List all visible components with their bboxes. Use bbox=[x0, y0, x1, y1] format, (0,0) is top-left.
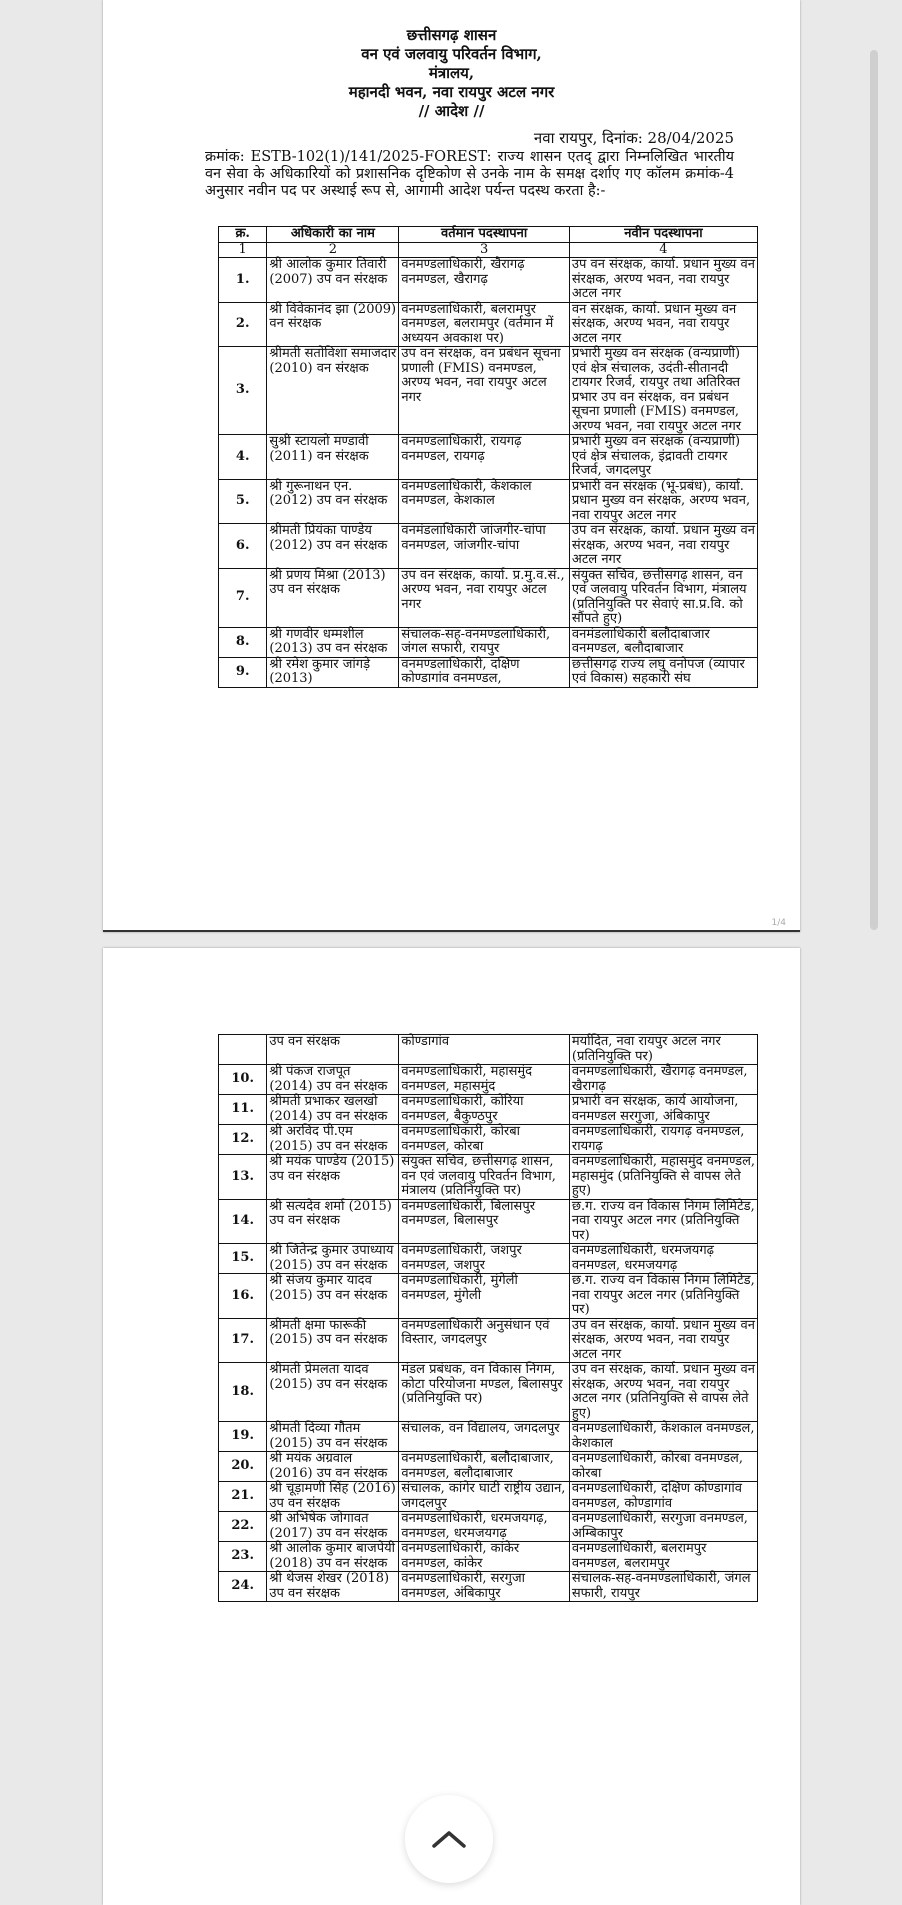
cell-new-posting: मर्यादित, नवा रायपुर अटल नगर (प्रतिनियुक्ति पर) bbox=[569, 1035, 757, 1065]
header-current-posting: वर्तमान पदस्थापना bbox=[399, 227, 570, 243]
order-date: नवा रायपुर, दिनांक: 28/04/2025 bbox=[533, 129, 734, 147]
header-new-posting: नवीन पदस्थापना bbox=[569, 227, 757, 243]
cell-officer-name: श्री गुरूनाथन एन. (2012) उप वन संरक्षक bbox=[267, 479, 399, 524]
cell-serial: 22. bbox=[219, 1512, 267, 1542]
chevron-up-icon bbox=[430, 1828, 468, 1850]
cell-current-posting: उप वन संरक्षक, वन प्रबंधन सूचना प्रणाली (FMIS) वनमण्डल, अरण्य भवन, नवा रायपुर अटल नगर bbox=[399, 347, 570, 435]
cell-officer-name: श्री मयंक अग्रवाल (2016) उप वन संरक्षक bbox=[267, 1452, 399, 1482]
table-row bbox=[219, 1482, 758, 1512]
cell-current-posting: वनमण्डलाधिकारी, जशपुर वनमण्डल, जशपुर bbox=[399, 1244, 570, 1274]
cell-officer-name: श्रीमती प्रेमलता यादव (2015) उप वन संरक्षक bbox=[267, 1363, 399, 1422]
table-row bbox=[219, 435, 758, 480]
cell-officer-name: श्री आलोक कुमार बाजपेयी (2018) उप वन संरक्षक bbox=[267, 1542, 399, 1572]
cell-current-posting: वनमण्डलाधिकारी, केशकाल वनमण्डल, केशकाल bbox=[399, 479, 570, 524]
cell-serial: 4. bbox=[219, 435, 267, 480]
table-row bbox=[219, 1572, 758, 1602]
column-number: 3 bbox=[399, 242, 570, 258]
cell-serial: 1. bbox=[219, 258, 267, 303]
cell-new-posting: उप वन संरक्षक, कार्या. प्रधान मुख्य वन संरक्षक, अरण्य भवन, नवा रायपुर अटल नगर (प्रतिनियुक्ति से वापस लेते हुए) bbox=[569, 1363, 757, 1422]
cell-new-posting: प्रभारी वन संरक्षक (भू-प्रबंध), कार्या. प्रधान मुख्य वन संरक्षक, अरण्य भवन, नवा रायपुर अटल नगर bbox=[569, 479, 757, 524]
table-row bbox=[219, 1125, 758, 1155]
cell-officer-name: श्री विवेकानंद झा (2009) वन संरक्षक bbox=[267, 302, 399, 347]
cell-officer-name: श्री गणवीर धम्मशील (2013) उप वन संरक्षक bbox=[267, 627, 399, 657]
table-row bbox=[219, 1274, 758, 1319]
cell-new-posting: प्रभारी मुख्य वन संरक्षक (वन्यप्राणी) एवं क्षेत्र संचालक, उदंती-सीतानदी टायगर रिजर्व, रायपुर तथा अतिरिक्त प्रभार उप वन संरक्षक, वन प्रबंधन सूचना प्रणाली (FMIS) वनमण्डल, अरण्य भवन, नवा रायपुर अटल नगर bbox=[569, 347, 757, 435]
cell-new-posting: वनमण्डलाधिकारी, केशकाल वनमण्डल, केशकाल bbox=[569, 1422, 757, 1452]
cell-current-posting: संचालक-सह-वनमण्डलाधिकारी, जंगल सफारी, रायपुर bbox=[399, 627, 570, 657]
document-page-2 bbox=[103, 948, 800, 1905]
table-row bbox=[219, 627, 758, 657]
cell-current-posting: वनमण्डलाधिकारी, धरमजयगढ़, वनमण्डल, धरमजयगढ़ bbox=[399, 1512, 570, 1542]
header-ministry: मंत्रालय, bbox=[428, 64, 475, 82]
header-government: छत्तीसगढ़ शासन bbox=[406, 26, 497, 44]
cell-serial: 6. bbox=[219, 524, 267, 569]
cell-officer-name: श्रीमती क्षमा फारूकी (2015) उप वन संरक्षक bbox=[267, 1318, 399, 1363]
cell-new-posting: वनमण्डलाधिकारी, कोरबा वनमण्डल, कोरबा bbox=[569, 1452, 757, 1482]
table-row bbox=[219, 1363, 758, 1422]
cell-serial: 9. bbox=[219, 657, 267, 687]
table-row bbox=[219, 479, 758, 524]
cell-current-posting: वनमण्डलाधिकारी, सरगुजा वनमण्डल, अंबिकापुर bbox=[399, 1572, 570, 1602]
cell-officer-name: श्री अभिषेक जोगावत (2017) उप वन संरक्षक bbox=[267, 1512, 399, 1542]
cell-serial: 13. bbox=[219, 1155, 267, 1200]
header-serial: क्र. bbox=[219, 227, 267, 243]
cell-new-posting: उप वन संरक्षक, कार्या. प्रधान मुख्य वन संरक्षक, अरण्य भवन, नवा रायपुर अटल नगर bbox=[569, 258, 757, 303]
cell-current-posting: उप वन संरक्षक, कार्या. प्र.मु.व.सं., अरण्य भवन, नवा रायपुर अटल नगर bbox=[399, 568, 570, 627]
cell-officer-name: श्री अरविंद पी.एम (2015) उप वन संरक्षक bbox=[267, 1125, 399, 1155]
table-row bbox=[219, 347, 758, 435]
cell-new-posting: छ.ग. राज्य वन विकास निगम लिमिटेड, नवा रायपुर अटल नगर (प्रतिनियुक्ति पर) bbox=[569, 1274, 757, 1319]
cell-officer-name: उप वन संरक्षक bbox=[267, 1035, 399, 1065]
cell-new-posting: प्रभारी मुख्य वन संरक्षक (वन्यप्राणी) एवं क्षेत्र संचालक, इंद्रावती टायगर रिजर्व, जगदलपुर bbox=[569, 435, 757, 480]
cell-current-posting: वनमण्डलाधिकारी अनुसंधान एवं विस्तार, जगदलपुर bbox=[399, 1318, 570, 1363]
header-order-title: // आदेश // bbox=[418, 102, 485, 120]
cell-officer-name: सुश्री स्टायलो मण्डावी (2011) वन संरक्षक bbox=[267, 435, 399, 480]
cell-current-posting: वनमण्डलाधिकारी, बलरामपुर वनमण्डल, बलरामपुर (वर्तमान में अध्ययन अवकाश पर) bbox=[399, 302, 570, 347]
cell-serial: 15. bbox=[219, 1244, 267, 1274]
cell-serial: 12. bbox=[219, 1125, 267, 1155]
cell-current-posting: वनमण्डलाधिकारी, मुंगेली वनमण्डल, मुंगेली bbox=[399, 1274, 570, 1319]
cell-current-posting: कोण्डागांव bbox=[399, 1035, 570, 1065]
cell-serial: 20. bbox=[219, 1452, 267, 1482]
postings-table-page2 bbox=[218, 1034, 758, 1602]
cell-officer-name: श्री मयंक पाण्डेय (2015) उप वन संरक्षक bbox=[267, 1155, 399, 1200]
cell-officer-name: श्री थेजस शेखर (2018) उप वन संरक्षक bbox=[267, 1572, 399, 1602]
column-number: 2 bbox=[267, 242, 399, 258]
cell-new-posting: उप वन संरक्षक, कार्या. प्रधान मुख्य वन संरक्षक, अरण्य भवन, नवा रायपुर अटल नगर bbox=[569, 1318, 757, 1363]
cell-new-posting: संचालक-सह-वनमण्डलाधिकारी, जंगल सफारी, रायपुर bbox=[569, 1572, 757, 1602]
column-number: 4 bbox=[569, 242, 757, 258]
cell-new-posting: वनमण्डलाधिकारी, रायगढ़ वनमण्डल, रायगढ़ bbox=[569, 1125, 757, 1155]
cell-officer-name: श्री पंकज राजपूत (2014) उप वन संरक्षक bbox=[267, 1065, 399, 1095]
cell-officer-name: श्रीमती प्रभाकर खलखो (2014) उप वन संरक्षक bbox=[267, 1095, 399, 1125]
order-text: क्रमांक: ESTB-102(1)/141/2025-FOREST: राज्य शासन एतद् द्वारा निम्नलिखित भारतीय वन सेवा के अधिकारियों को प्रशासनिक दृष्टिकोण से उनके नाम के समक्ष दर्शाए गए कॉलम क्रमांक-4 अनुसार नवीन पद पर अस्थाई रूप से, आगामी आदेश पर्यन्त पदस्थ करता है:- bbox=[205, 149, 734, 199]
table-row bbox=[219, 1199, 758, 1244]
cell-current-posting: वनमण्डलाधिकारी, रायगढ़ वनमण्डल, रायगढ़ bbox=[399, 435, 570, 480]
cell-current-posting: वनमण्डलाधिकारी, महासमुंद वनमण्डल, महासमुंद bbox=[399, 1065, 570, 1095]
scrollbar[interactable] bbox=[870, 50, 878, 930]
cell-officer-name: श्री सत्यदेव शर्मा (2015) उप वन संरक्षक bbox=[267, 1199, 399, 1244]
table-row-continuation bbox=[219, 1035, 758, 1065]
cell-officer-name: श्री रमेश कुमार जांगड़े (2013) bbox=[267, 657, 399, 687]
cell-serial: 23. bbox=[219, 1542, 267, 1572]
cell-current-posting: संचालक, वन विद्यालय, जगदलपुर bbox=[399, 1422, 570, 1452]
cell-serial: 21. bbox=[219, 1482, 267, 1512]
cell-new-posting: वनमण्डलाधिकारी, खैरागढ़ वनमण्डल, खैरागढ़ bbox=[569, 1065, 757, 1095]
cell-serial: 2. bbox=[219, 302, 267, 347]
cell-current-posting: वनमण्डलाधिकारी, बलौदाबाजार, वनमण्डल, बलौदाबाजार bbox=[399, 1452, 570, 1482]
cell-serial: 5. bbox=[219, 479, 267, 524]
cell-new-posting: वनमण्डलाधिकारी, सरगुजा वनमण्डल, अम्बिकापुर bbox=[569, 1512, 757, 1542]
cell-current-posting: वनमण्डलाधिकारी, कांकेर वनमण्डल, कांकेर bbox=[399, 1542, 570, 1572]
cell-current-posting: मंडल प्रबंधक, वन विकास निगम, कोटा परियोजना मण्डल, बिलासपुर (प्रतिनियुक्ति पर) bbox=[399, 1363, 570, 1422]
cell-current-posting: वनमण्डलाधिकारी, बिलासपुर वनमण्डल, बिलासपुर bbox=[399, 1199, 570, 1244]
table-header-row bbox=[219, 227, 758, 243]
table-row bbox=[219, 1244, 758, 1274]
cell-new-posting: वनमण्डलाधिकारी, महासमुंद वनमण्डल, महासमुंद (प्रतिनियुक्ति से वापस लेते हुए) bbox=[569, 1155, 757, 1200]
cell-new-posting: संयुक्त सचिव, छत्तीसगढ़ शासन, वन एवं जलवायु परिवर्तन विभाग, मंत्रालय (प्रतिनियुक्ति पर सेवाएं सा.प्र.वि. को सौंपते हुए) bbox=[569, 568, 757, 627]
table-row bbox=[219, 568, 758, 627]
header-department: वन एवं जलवायु परिवर्तन विभाग, bbox=[361, 45, 542, 63]
cell-serial: 11. bbox=[219, 1095, 267, 1125]
table-row bbox=[219, 1318, 758, 1363]
cell-new-posting: वनमंडलाधिकारी बलौदाबाजार वनमण्डल, बलौदाबाजार bbox=[569, 627, 757, 657]
cell-serial: 3. bbox=[219, 347, 267, 435]
cell-new-posting: छ.ग. राज्य वन विकास निगम लिमिटेड, नवा रायपुर अटल नगर (प्रतिनियुक्ति पर) bbox=[569, 1199, 757, 1244]
cell-current-posting: संयुक्त सचिव, छत्तीसगढ़ शासन, वन एवं जलवायु परिवर्तन विभाग, मंत्रालय (प्रतिनियुक्ति पर) bbox=[399, 1155, 570, 1200]
cell-current-posting: वनमंडलाधिकारी जांजगीर-चांपा वनमण्डल, जांजगीर-चांपा bbox=[399, 524, 570, 569]
cell-current-posting: वनमण्डलाधिकारी, खैरागढ़ वनमण्डल, खैरागढ़ bbox=[399, 258, 570, 303]
cell-officer-name: श्रीमती सतोविशा समाजदार (2010) वन संरक्षक bbox=[267, 347, 399, 435]
cell-officer-name: श्री जितेन्द्र कुमार उपाध्याय (2015) उप वन संरक्षक bbox=[267, 1244, 399, 1274]
cell-current-posting: संचालक, कांगेर घाटी राष्ट्रीय उद्यान, जगदलपुर bbox=[399, 1482, 570, 1512]
table-row bbox=[219, 1512, 758, 1542]
cell-officer-name: श्रीमती दिव्या गौतम (2015) उप वन संरक्षक bbox=[267, 1422, 399, 1452]
table-row bbox=[219, 1422, 758, 1452]
cell-officer-name: श्री आलोक कुमार तिवारी (2007) उप वन संरक्षक bbox=[267, 258, 399, 303]
header-address: महानदी भवन, नवा रायपुर अटल नगर bbox=[348, 83, 555, 101]
table-row bbox=[219, 1065, 758, 1095]
column-number: 1 bbox=[219, 242, 267, 258]
cell-current-posting: वनमण्डलाधिकारी, दक्षिण कोण्डागांव वनमण्डल, bbox=[399, 657, 570, 687]
cell-officer-name: श्री चूड़ामणी सिंह (2016) उप वन संरक्षक bbox=[267, 1482, 399, 1512]
table-row bbox=[219, 657, 758, 687]
table-row bbox=[219, 1542, 758, 1572]
table-row bbox=[219, 1095, 758, 1125]
cell-serial: 14. bbox=[219, 1199, 267, 1244]
cell-officer-name: श्री संजय कुमार यादव (2015) उप वन संरक्षक bbox=[267, 1274, 399, 1319]
postings-table-page1 bbox=[218, 226, 758, 688]
cell-new-posting: उप वन संरक्षक, कार्या. प्रधान मुख्य वन संरक्षक, अरण्य भवन, नवा रायपुर अटल नगर bbox=[569, 524, 757, 569]
cell-serial: 16. bbox=[219, 1274, 267, 1319]
page-number: 1/4 bbox=[771, 918, 786, 928]
cell-serial bbox=[219, 1035, 267, 1065]
table-row bbox=[219, 302, 758, 347]
cell-serial: 19. bbox=[219, 1422, 267, 1452]
table-row bbox=[219, 524, 758, 569]
cell-new-posting: वन संरक्षक, कार्या. प्रधान मुख्य वन संरक्षक, अरण्य भवन, नवा रायपुर अटल नगर bbox=[569, 302, 757, 347]
cell-new-posting: वनमण्डलाधिकारी, दक्षिण कोण्डागांव वनमण्डल, कोण्डागांव bbox=[569, 1482, 757, 1512]
cell-current-posting: वनमण्डलाधिकारी, कोरिया वनमण्डल, बैकुण्ठपुर bbox=[399, 1095, 570, 1125]
table-row bbox=[219, 1155, 758, 1200]
document-page-1 bbox=[103, 0, 800, 932]
cell-officer-name: श्रीमती प्रियंका पाण्डेय (2012) उप वन संरक्षक bbox=[267, 524, 399, 569]
cell-current-posting: वनमण्डलाधिकारी, कोरबा वनमण्डल, कोरबा bbox=[399, 1125, 570, 1155]
table-row bbox=[219, 1452, 758, 1482]
cell-officer-name: श्री प्रणय मिश्रा (2013) उप वन संरक्षक bbox=[267, 568, 399, 627]
cell-new-posting: वनमण्डलाधिकारी, बलरामपुर वनमण्डल, बलरामपुर bbox=[569, 1542, 757, 1572]
cell-serial: 8. bbox=[219, 627, 267, 657]
table-row bbox=[219, 258, 758, 303]
header-officer-name: अधिकारी का नाम bbox=[267, 227, 399, 243]
cell-new-posting: वनमण्डलाधिकारी, धरमजयगढ़ वनमण्डल, धरमजयगढ़ bbox=[569, 1244, 757, 1274]
cell-serial: 18. bbox=[219, 1363, 267, 1422]
column-number-row bbox=[219, 242, 758, 258]
cell-serial: 10. bbox=[219, 1065, 267, 1095]
cell-serial: 7. bbox=[219, 568, 267, 627]
cell-new-posting: प्रभारी वन संरक्षक, कार्य आयोजना, वनमण्डल सरगुजा, अंबिकापुर bbox=[569, 1095, 757, 1125]
scroll-up-button[interactable] bbox=[405, 1795, 493, 1883]
cell-new-posting: छत्तीसगढ़ राज्य लघु वनोपज (व्यापार एवं विकास) सहकारी संघ bbox=[569, 657, 757, 687]
cell-serial: 24. bbox=[219, 1572, 267, 1602]
cell-serial: 17. bbox=[219, 1318, 267, 1363]
